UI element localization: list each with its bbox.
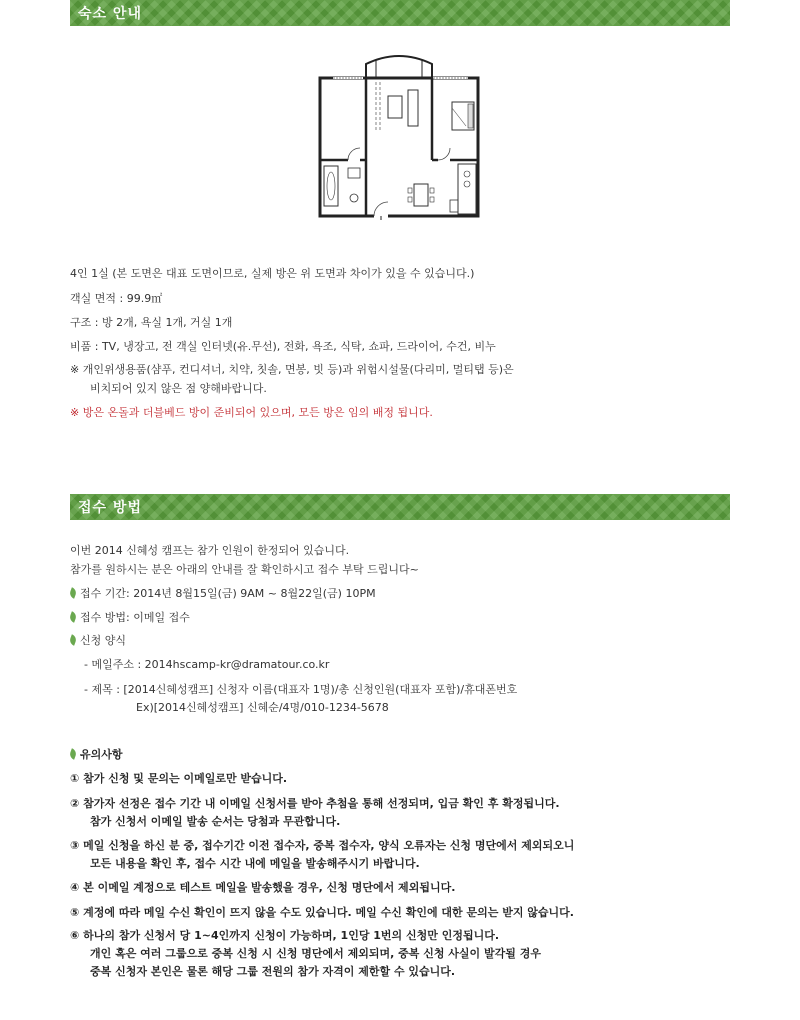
room-amenities: 비품 : TV, 냉장고, 전 객실 인터넷(유.무선), 전화, 욕조, 식탁, 쇼파, 드라이어, 수건, 비누 xyxy=(70,340,496,353)
caution-3: ③ 메일 신청을 하신 분 중, 접수기간 이전 접수자, 중복 접수자, 양식 오류자는 신청 명단에서 제외되오니 xyxy=(70,839,575,852)
floor-plan-image xyxy=(318,50,480,220)
intro-line-2: 참가를 원하시는 분은 아래의 안내를 잘 확인하시고 접수 부탁 드립니다~ xyxy=(70,563,419,576)
caution-1: ① 참가 신청 및 문의는 이메일로만 받습니다. xyxy=(70,772,288,785)
room-area: 객실 면적 : 99.9㎡ xyxy=(70,292,163,305)
application-method-text: 접수 방법: 이메일 접수 xyxy=(80,611,190,624)
leaf-bullet-icon xyxy=(68,611,77,622)
room-assignment-notice: ※ 방은 온돌과 더블베드 방이 준비되어 있으며, 모든 방은 임의 배정 됩니다. xyxy=(70,406,433,419)
caution-2: ② 참가자 선정은 접수 기간 내 이메일 신청서를 받아 추첨을 통해 선정되며, 입금 확인 후 확정됩니다. xyxy=(70,797,560,810)
leaf-bullet-icon xyxy=(68,748,77,759)
form-subject-example: Ex)[2014신혜성캠프] 신혜순/4명/010-1234-5678 xyxy=(136,701,389,714)
caution-6-cont-2: 중복 신청자 본인은 물론 해당 그룹 전원의 참가 자격이 제한할 수 있습니다. xyxy=(90,965,456,978)
room-structure: 구조 : 방 2개, 욕실 1개, 거실 1개 xyxy=(70,316,233,329)
accommodation-section-title: 숙소 안내 xyxy=(78,6,142,22)
form-email-address: - 메일주소 : 2014hscamp-kr@dramatour.co.kr xyxy=(84,658,330,671)
leaf-bullet-icon xyxy=(68,634,77,645)
intro-line-1: 이번 2014 신혜성 캠프는 참가 인원이 한정되어 있습니다. xyxy=(70,544,350,557)
caution-5: ⑤ 계정에 따라 메일 수신 확인이 뜨지 않을 수도 있습니다. 메일 수신 확인에 대한 문의는 받지 않습니다. xyxy=(70,906,574,919)
hygiene-notice-line1: ※ 개인위생용품(샴푸, 컨디셔너, 치약, 칫솔, 면봉, 빗 등)과 위험시설물(다리미, 멀티탭 등)은 xyxy=(70,363,514,376)
application-form-text: 신청 양식 xyxy=(80,634,127,647)
accommodation-section-header xyxy=(70,0,730,26)
application-method xyxy=(70,610,190,626)
caution-4: ④ 본 이메일 계정으로 테스트 메일을 발송했을 경우, 신청 명단에서 제외됩니다. xyxy=(70,881,456,894)
application-form xyxy=(70,633,126,649)
application-period-text: 접수 기간: 2014년 8월15일(금) 9AM ~ 8월22일(금) 10PM xyxy=(80,587,376,600)
caution-2-highlight: 참가 신청서 이메일 발송 순서는 당첨과 무관합니다. xyxy=(90,815,341,828)
application-period xyxy=(70,586,376,602)
leaf-bullet-icon xyxy=(68,587,77,598)
cautions-heading xyxy=(70,747,123,763)
application-section-header xyxy=(70,494,730,520)
caution-3-cont: 모든 내용을 확인 후, 접수 시간 내에 메일을 발송해주시기 바랍니다. xyxy=(90,857,420,870)
caution-6: ⑥ 하나의 참가 신청서 당 1~4인까지 신청이 가능하며, 1인당 1번의 신청만 인정됩니다. xyxy=(70,929,500,942)
form-subject-format: - 제목 : [2014신혜성캠프] 신청자 이름(대표자 1명)/총 신청인원(대표자 포함)/휴대폰번호 xyxy=(84,683,518,696)
application-section-title: 접수 방법 xyxy=(78,500,142,516)
room-capacity-note: 4인 1실 (본 도면은 대표 도면이므로, 실제 방은 위 도면과 차이가 있을 수 있습니다.) xyxy=(70,267,475,280)
caution-6-cont-1: 개인 혹은 여러 그룹으로 중복 신청 시 신청 명단에서 제외되며, 중복 신청 사실이 발각될 경우 xyxy=(90,947,541,960)
cautions-heading-text: 유의사항 xyxy=(80,748,123,761)
hygiene-notice-line2: 비치되어 있지 않은 점 양해바랍니다. xyxy=(90,382,267,395)
